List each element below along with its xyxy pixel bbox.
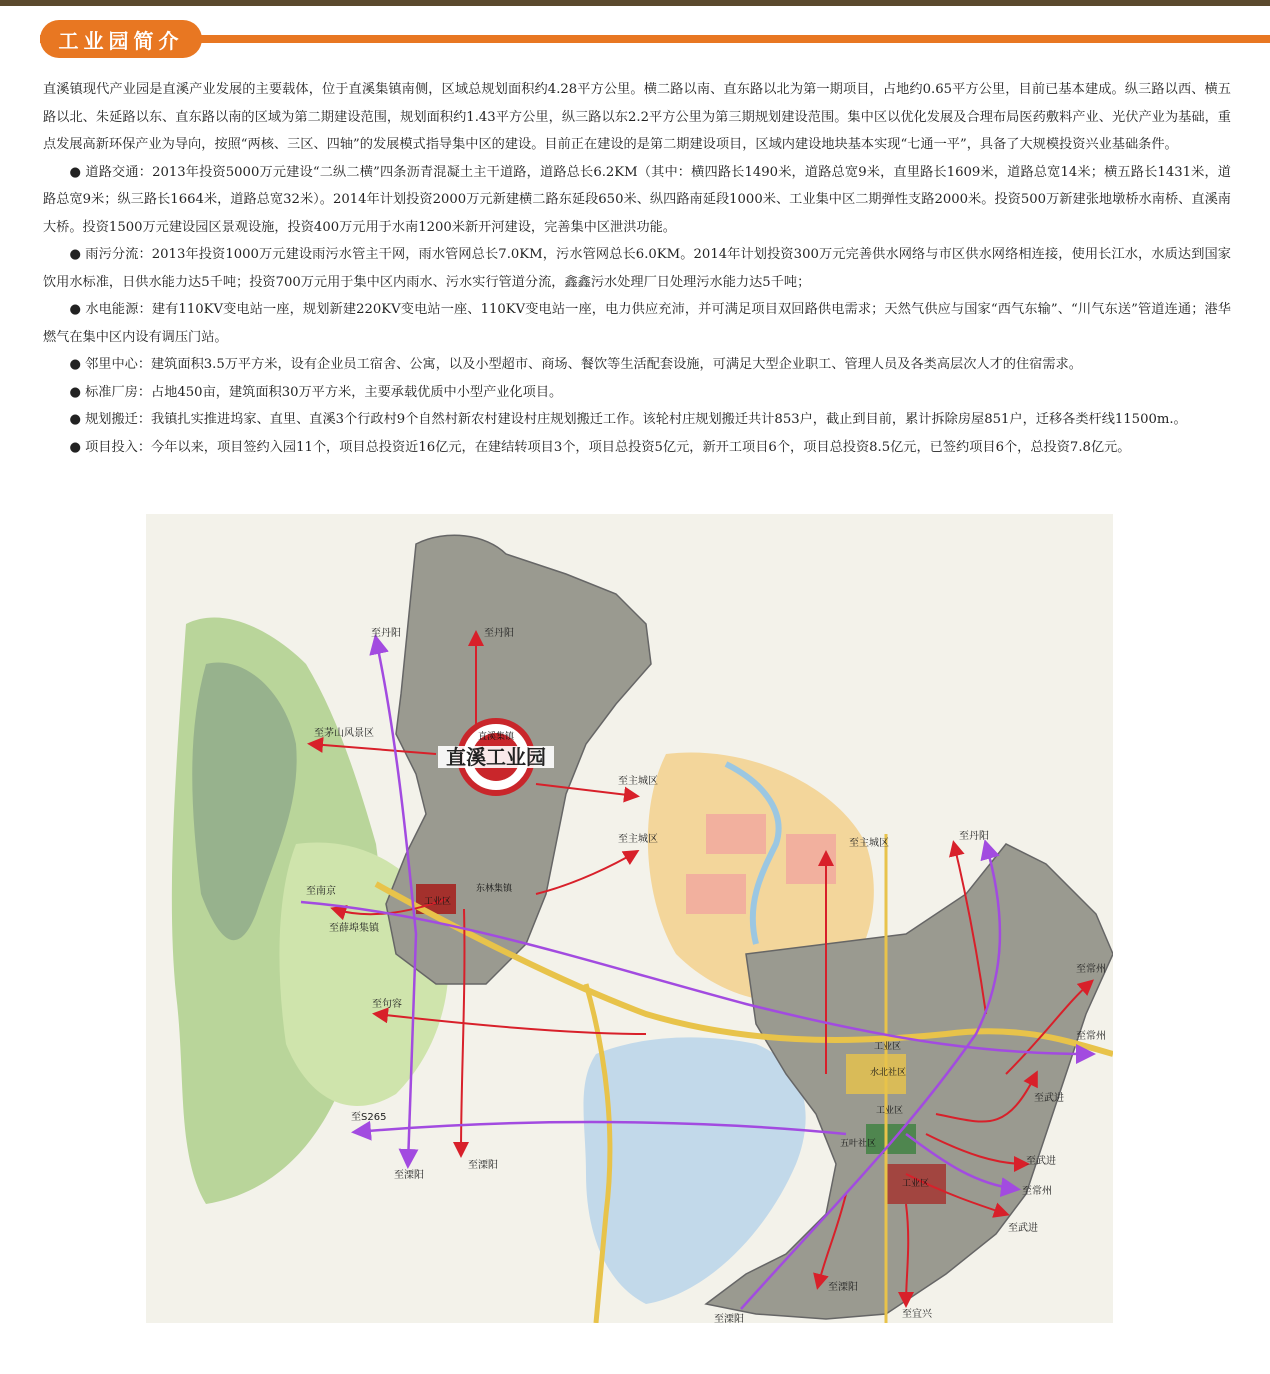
header-badge [40,20,202,58]
bullet-power-energy: ● 水电能源：建有110KV变电站一座，规划新建220KV变电站一座、110KV变电站一座，电力供应充沛，并可满足项目双回路供电需求；天然气供应与国家“西气东输”、“川气东送”管道连通；港华燃气在集中区内设有调压门站。 [43,302,1231,345]
destination-label: 至丹阳 [371,628,401,639]
destination-label: 至茅山风景区 [314,728,374,739]
zone-label: 工业区 [874,1042,902,1052]
header-divider-line [40,35,1270,43]
destination-label: 至溧阳 [714,1314,744,1323]
intro-paragraph: 直溪镇现代产业园是直溪产业发展的主要载体，位于直溪集镇南侧，区域总规划面积约4.28平方公里。横二路以南、直东路以北为第一期项目，占地约0.65平方公里，目前已基本建成。纵三路以西、横五路以北、朱延路以东、直东路以南的区域为第二期建设范围，规划面积约1.43平方公里，纵三路以东2.2平方公里为第三期规划建设范围。集中区以优化发展及合理布局医药敷料产业、光伏产业为基础，重点发展高新环保产业为导向，按照“两核、三区、四轴”的发展模式指导集中区的建设。目前正在建设的是第二期建设项目，区域内建设地块基本实现“七通一平”，具备了大规模投资兴业基础条件。 [43,82,1231,152]
destination-label: 至南京 [306,886,336,897]
article-body [43,76,1231,461]
destination-label: 至武进 [1008,1223,1038,1234]
top-strip [0,0,1270,6]
bullet-road-traffic: ● 道路交通：2013年投资5000万元建设“二纵二横”四条沥青混凝土主干道路，道路总长6.2KM（其中：横四路长1490米，道路总宽9米，直里路长1609米，道路总宽14米；横五路长1431米，道路总宽9米；纵三路长1664米，道路总宽32米）。2014年计划投资2000万元新建横二路东延段650米、纵四路南延段1000米、工业集中区二期弹性支路2000米。投资500万新建张地墩桥水南桥、直溪南大桥。投资1500万元建设园区景观设施，投资400万元用于水南1200米新开河建设，完善集中区泄洪功能。 [43,164,1231,235]
map-center-subtitle: 直溪集镇 [477,732,515,742]
destination-label: 至溧阳 [394,1170,424,1181]
bullet-standard-factory: ● 标准厂房：占地450亩，建筑面积30万平方米，主要承载优质中小型产业化项目。 [69,384,563,400]
zone-label: 东林集镇 [476,884,513,894]
map-center-title: 直溪工业园 [446,745,546,769]
destination-label: 至常州 [1076,964,1106,975]
bullet-project-investment: ● 项目投入：今年以来，项目签约入园11个，项目总投资近16亿元，在建结转项目3个，项目总投资5亿元，新开工项目6个，项目总投资8.5亿元，已签约项目6个，总投资7.8亿元。 [69,439,1131,455]
destination-label: 至宜兴 [902,1309,932,1320]
destination-label: 至溧阳 [828,1282,858,1293]
destination-label: 至主城区 [849,838,889,849]
page-title: 工业园简介 [58,28,184,53]
bullet-rain-sewage: ● 雨污分流：2013年投资1000万元建设雨污水管主干网，雨水管网总长7.0KM，污水管网总长6.0KM。2014年计划投资300万元完善供水网络与市区供水网络相连接，使用长江水，水质达到国家饮用水标准，日供水能力达5千吨；投资700万元用于集中区内雨水、污水实行管道分流，鑫鑫污水处理厂日处理污水能力达5千吨； [43,247,1231,290]
destination-label: 至武进 [1026,1156,1056,1167]
destination-label: 至常州 [1076,1031,1106,1042]
map-svg [146,514,1113,1323]
destination-label: 至主城区 [618,776,658,787]
destination-label: 至句容 [372,999,402,1010]
destination-label: 至常州 [1022,1186,1052,1197]
destination-label: 至武进 [1034,1093,1064,1104]
destination-label: 至溧阳 [468,1160,498,1171]
bullet-relocation: ● 规划搬迁：我镇扎实推进坞家、直里、直溪3个行政村9个自然村新农村建设村庄规划搬迁工作。该轮村庄规划搬迁共计853户，截止到目前，累计拆除房屋851户，迁移各类杆线11500m.。 [69,412,1187,427]
destination-label: 至丹阳 [959,831,989,842]
destination-label: 至S265 [351,1112,387,1123]
destination-label: 至丹阳 [484,628,514,639]
destination-label: 至主城区 [618,834,658,845]
zone-label: 工业区 [424,897,452,907]
bullet-neighborhood-center: ● 邻里中心：建筑面积3.5万平方米，设有企业员工宿舍、公寓，以及小型超市、商场、餐饮等生活配套设施，可满足大型企业职工、管理人员及各类高层次人才的住宿需求。 [69,357,1082,372]
zone-label: 五叶社区 [840,1139,877,1149]
zone-label: 水北社区 [870,1068,907,1078]
destination-label: 至薛埠集镇 [329,923,379,934]
zone-label: 工业区 [876,1106,904,1116]
zone-label: 工业区 [902,1179,930,1189]
planning-map [146,514,1113,1323]
